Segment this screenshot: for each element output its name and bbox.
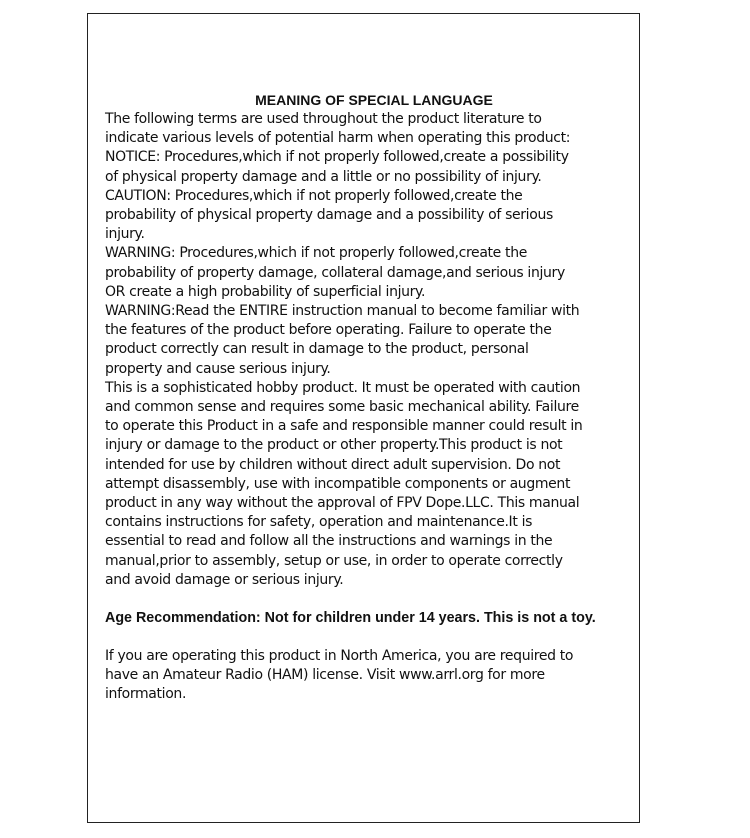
ham-license-notice: If you are operating this product in North America, you are required to have an Amateur Radio (HAM) license. Visit www.arrl.org for more information.	[105, 648, 574, 703]
intro-paragraph: The following terms are used throughout the product literature to indicate various levels of potential harm when operating this product:	[105, 111, 571, 147]
warning-manual-paragraph: WARNING:Read the ENTIRE instruction manual to become familiar with the features of the product before operating. Failure to operate the product correctly can result in damage to the product, personal property and cause serious injury.	[105, 303, 580, 377]
warning-paragraph: WARNING: Procedures,which if not properly followed,create the probability of property damage, collateral damage,and serious injury OR create a high probability of superficial injury.	[105, 245, 565, 300]
caution-paragraph: CAUTION: Procedures,which if not properly followed,create the probability of physical property damage and a possibility of serious injury.	[105, 187, 553, 243]
page-frame	[87, 13, 640, 823]
document-title: MEANING OF SPECIAL LANGUAGE	[255, 92, 493, 108]
age-recommendation: Age Recommendation: Not for children under 14 years. This is not a toy.	[105, 610, 596, 627]
notice-paragraph: NOTICE: Procedures,which if not properly followed,create a possibility of physical property damage and a little or no possibility of injury.	[105, 149, 569, 185]
hobby-product-paragraph: This is a sophisticated hobby product. It must be operated with caution and common sense and requires some basic mechanical ability. Failure to operate this Product in a safe and responsible manner could result in injury or damage to the product or other property.This product is not intended for use by children without direct adult supervision. Do not attempt disassembly, use with incompatible components or augment product in any way without the approval of FPV Dope.LLC. This manual contains instructions for safety, operation and maintenance.It is essential to read and follow all the instructions and warnings in the manual,prior to assembly, setup or use, in order to operate correctly and avoid damage or serious injury.	[105, 379, 583, 588]
document-content	[105, 91, 633, 705]
